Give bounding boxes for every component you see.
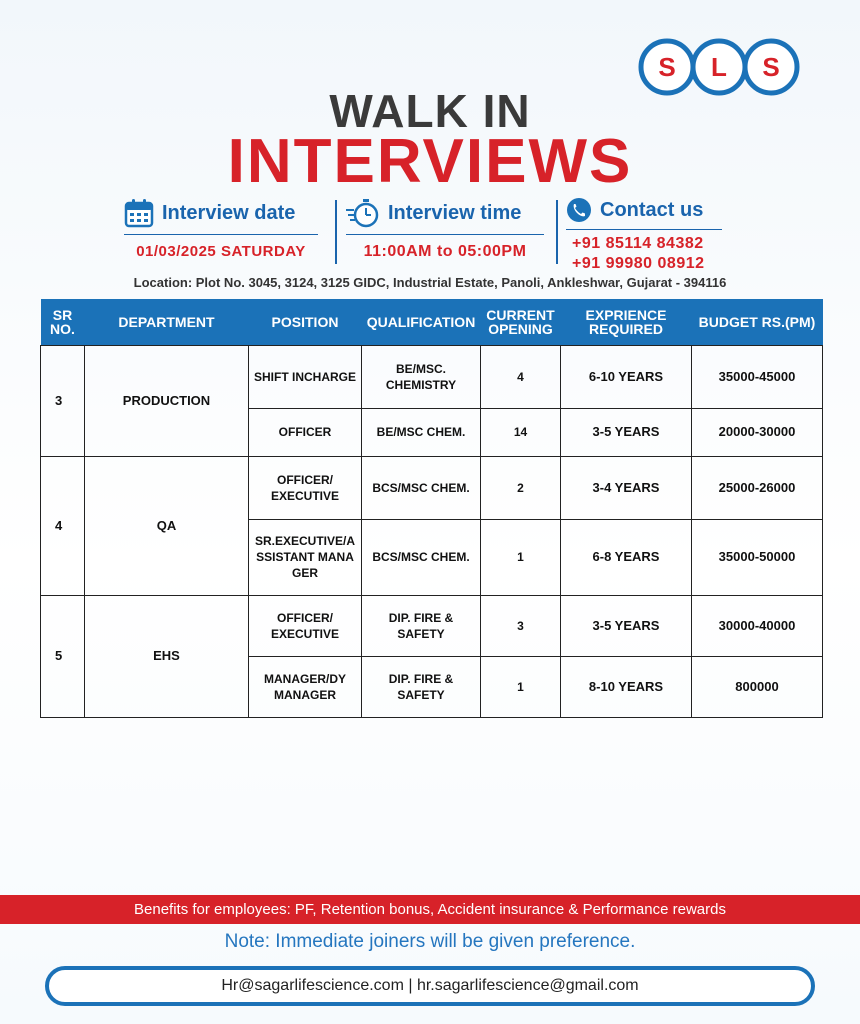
cell-department: QA bbox=[85, 456, 249, 595]
logo-letter-3: S bbox=[762, 52, 780, 82]
interview-date-label: Interview date bbox=[162, 201, 296, 224]
cell-position: SHIFT INCHARGE bbox=[249, 345, 362, 408]
logo-letter-2: L bbox=[711, 52, 727, 82]
interview-time-rule bbox=[346, 234, 544, 235]
header-department: DEPARTMENT bbox=[85, 299, 249, 345]
logo-letter-1: S bbox=[658, 52, 676, 82]
header-position: POSITION bbox=[249, 299, 362, 345]
contact-block bbox=[566, 197, 722, 273]
benefits-banner: Benefits for employees: PF, Retention bonus, Accident insurance & Performance rewards bbox=[0, 895, 860, 924]
cell-position: SR.EXECUTIVE/ASSISTANT MANAGER bbox=[249, 519, 362, 595]
interview-time-block bbox=[346, 198, 544, 261]
table-row bbox=[41, 595, 823, 656]
cell-experience: 8-10 YEARS bbox=[561, 656, 692, 717]
cell-opening: 1 bbox=[481, 519, 561, 595]
cell-experience: 3-5 YEARS bbox=[561, 595, 692, 656]
cell-position: OFFICER/ EXECUTIVE bbox=[249, 456, 362, 519]
header-sr: SR NO. bbox=[41, 299, 85, 345]
cell-opening: 14 bbox=[481, 408, 561, 456]
header-qualification: QUALIFICATION bbox=[362, 299, 481, 345]
cell-budget: 800000 bbox=[692, 656, 823, 717]
cell-opening: 2 bbox=[481, 456, 561, 519]
interview-date-value: 01/03/2025 SATURDAY bbox=[136, 243, 306, 260]
preference-note: Note: Immediate joiners will be given preference. bbox=[224, 931, 636, 952]
stopwatch-icon bbox=[346, 198, 380, 228]
cell-position: MANAGER/DY MANAGER bbox=[249, 656, 362, 717]
interview-date-block bbox=[124, 198, 318, 260]
interview-time-value: 11:00AM to 05:00PM bbox=[363, 243, 527, 260]
cell-qualification: DIP. FIRE & SAFETY bbox=[362, 656, 481, 717]
heading-interviews: INTERVIEWS bbox=[227, 127, 633, 196]
openings-table-wrapper bbox=[40, 299, 824, 718]
cell-qualification: BCS/MSC CHEM. bbox=[362, 456, 481, 519]
cell-experience: 3-4 YEARS bbox=[561, 456, 692, 519]
email-contact-bar[interactable]: Hr@sagarlifescience.com | hr.sagarlifescience@gmail.com bbox=[45, 966, 815, 1006]
header-experience: EXPRIENCE REQUIRED bbox=[561, 299, 692, 345]
table-header-row bbox=[41, 299, 823, 345]
table-row bbox=[41, 345, 823, 408]
location-text: Location: Plot No. 3045, 3124, 3125 GIDC, Industrial Estate, Panoli, Ankleshwar, Gujarat - 394116 bbox=[133, 275, 727, 290]
contact-phone-1[interactable]: +91 85114 84382 bbox=[572, 235, 704, 252]
contact-phone-2[interactable]: +91 99980 08912 bbox=[572, 255, 705, 272]
cell-sr: 3 bbox=[41, 345, 85, 456]
cell-budget: 35000-45000 bbox=[692, 345, 823, 408]
cell-position: OFFICER bbox=[249, 408, 362, 456]
contact-label: Contact us bbox=[600, 198, 704, 221]
cell-budget: 25000-26000 bbox=[692, 456, 823, 519]
table-row bbox=[41, 456, 823, 519]
cell-budget: 35000-50000 bbox=[692, 519, 823, 595]
header-opening: CURRENT OPENING bbox=[481, 299, 561, 345]
cell-sr: 5 bbox=[41, 595, 85, 717]
cell-qualification: BE/MSC. CHEMISTRY bbox=[362, 345, 481, 408]
cell-sr: 4 bbox=[41, 456, 85, 595]
cell-qualification: BE/MSC CHEM. bbox=[362, 408, 481, 456]
info-divider-2 bbox=[556, 200, 558, 264]
cell-department: EHS bbox=[85, 595, 249, 717]
cell-qualification: DIP. FIRE & SAFETY bbox=[362, 595, 481, 656]
heading-walk-in: WALK IN bbox=[329, 85, 531, 137]
cell-opening: 1 bbox=[481, 656, 561, 717]
cell-opening: 3 bbox=[481, 595, 561, 656]
phone-icon bbox=[566, 197, 592, 223]
cell-budget: 20000-30000 bbox=[692, 408, 823, 456]
cell-department: PRODUCTION bbox=[85, 345, 249, 456]
cell-budget: 30000-40000 bbox=[692, 595, 823, 656]
openings-table bbox=[40, 299, 823, 718]
cell-experience: 3-5 YEARS bbox=[561, 408, 692, 456]
calendar-icon bbox=[124, 198, 154, 228]
interview-time-label: Interview time bbox=[388, 201, 522, 224]
info-divider-1 bbox=[335, 200, 337, 264]
cell-experience: 6-8 YEARS bbox=[561, 519, 692, 595]
cell-experience: 6-10 YEARS bbox=[561, 345, 692, 408]
interview-date-rule bbox=[124, 234, 318, 235]
header-budget: BUDGET RS.(PM) bbox=[692, 299, 823, 345]
cell-qualification: BCS/MSC CHEM. bbox=[362, 519, 481, 595]
contact-rule bbox=[566, 229, 722, 230]
cell-opening: 4 bbox=[481, 345, 561, 408]
cell-position: OFFICER/ EXECUTIVE bbox=[249, 595, 362, 656]
